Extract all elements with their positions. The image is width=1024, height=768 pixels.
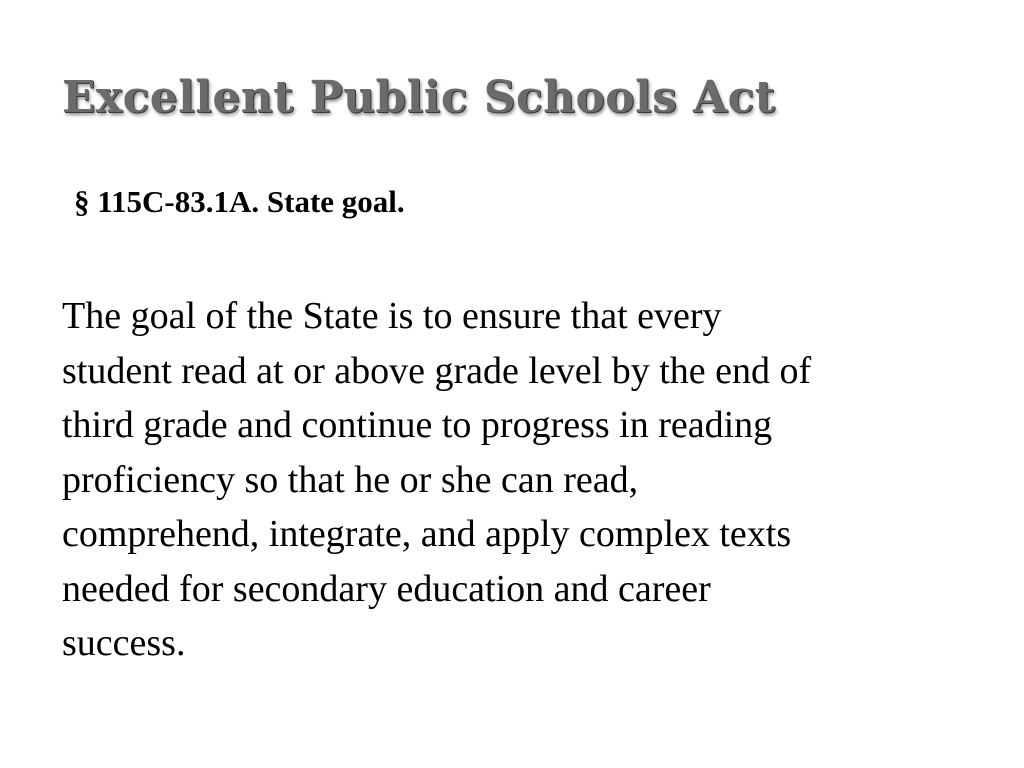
- body-line: success.: [62, 622, 186, 664]
- body-line: proficiency so that he or she can read,: [62, 458, 639, 501]
- body-line: student read at or above grade level by the end of: [62, 349, 812, 392]
- section-heading: § 115C-83.1A. State goal.: [74, 184, 405, 219]
- slide-title: Excellent Public Schools Act: [62, 72, 776, 123]
- body-paragraph: [62, 289, 982, 671]
- body-line: needed for secondary education and career: [62, 567, 711, 610]
- body-line: The goal of the State is to ensure that every: [62, 295, 722, 337]
- body-line: third grade and continue to progress in reading: [62, 404, 773, 446]
- body-line: comprehend, integrate, and apply complex texts: [62, 513, 792, 555]
